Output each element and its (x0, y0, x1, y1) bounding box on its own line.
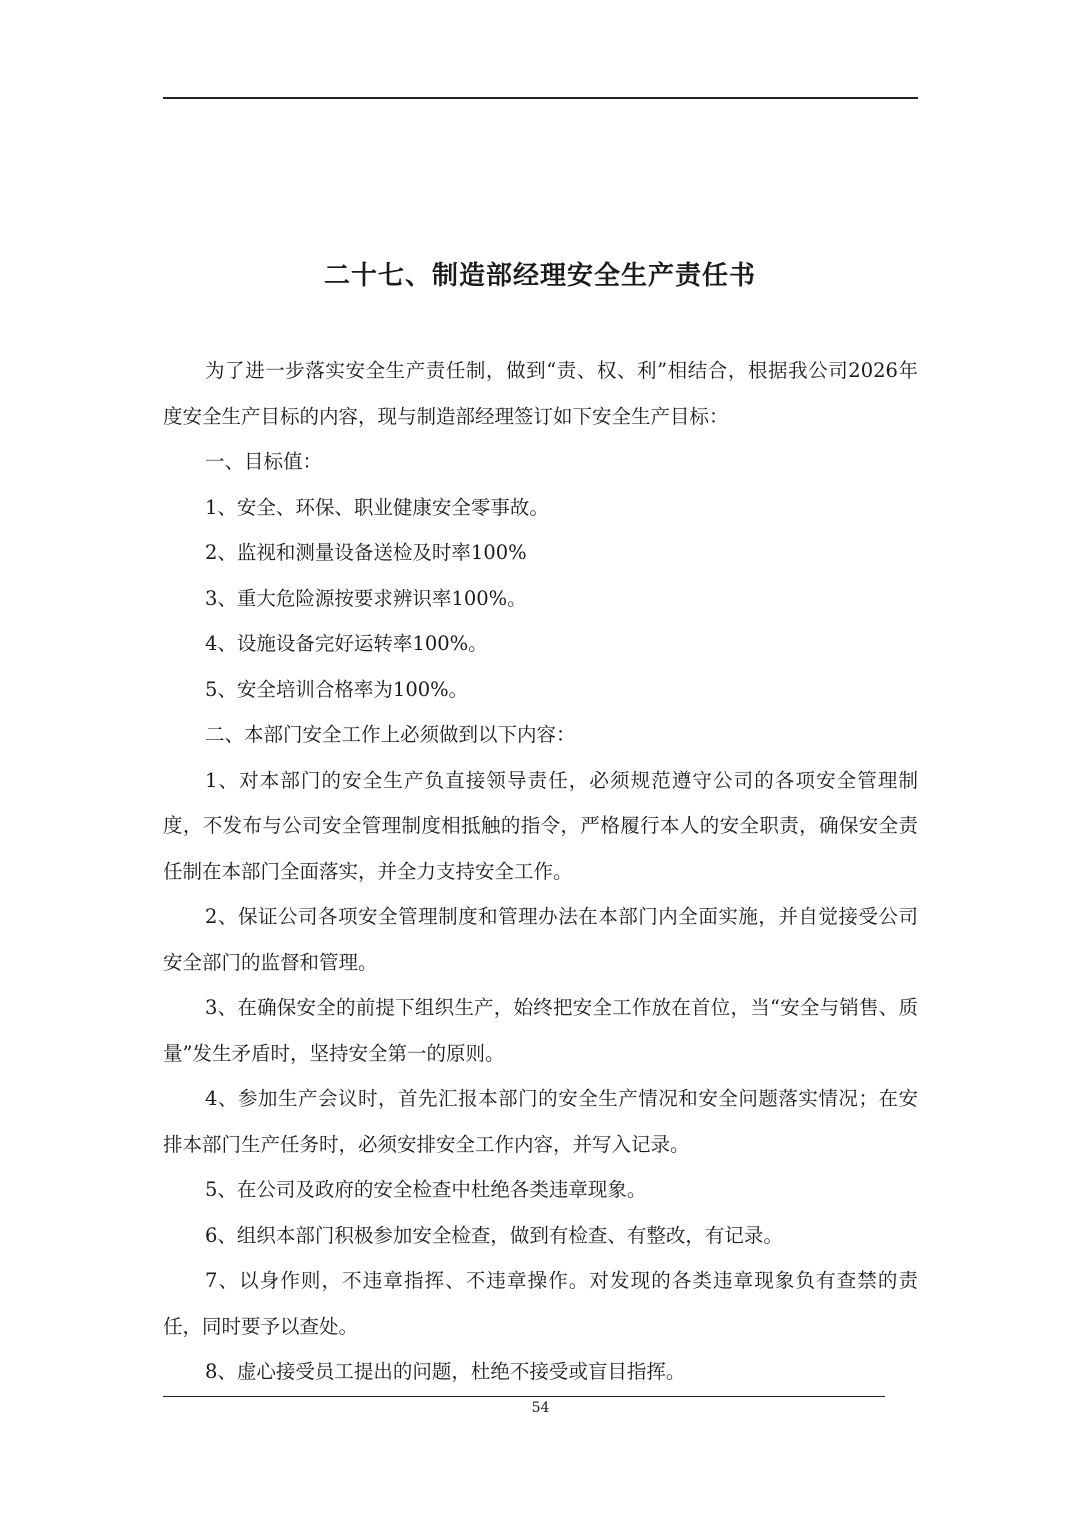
target-item: 2、监视和测量设备送检及时率100% (205, 541, 527, 564)
document-title: 二十七、制造部经理安全生产责任书 (323, 261, 756, 291)
duty-item: 1、对本部门的安全生产负直接领导责任，必须规范遵守公司的各项安全管理制度，不发布与公司安全管理制度相抵触的指令，严格履行本人的安全职责，确保安全责任制在本部门全面落实，并全力支持安全工作。 (163, 768, 918, 883)
intro-paragraph: 为了进一步落实安全生产责任制，做到“责、权、利”相结合，根据我公司2026年度安全生产目标的内容，现与制造部经理签订如下安全生产目标： (163, 359, 918, 428)
section-heading-targets: 一、目标值： (205, 450, 323, 473)
target-item: 3、重大危险源按要求辨识率100%。 (205, 586, 527, 610)
duty-item: 3、在确保安全的前提下组织生产，始终把安全工作放在首位，当“安全与销售、质量”发生矛盾时，坚持安全第一的原则。 (163, 996, 918, 1065)
duty-item: 7、以身作则，不违章指挥、不违章操作。对发现的各类违章现象负有查禁的责任，同时要予以查处。 (163, 1269, 918, 1338)
section-heading-duties: 二、本部门安全工作上必须做到以下内容： (205, 723, 576, 746)
header-rule (163, 97, 918, 99)
target-item: 1、安全、环保、职业健康安全零事故。 (205, 495, 549, 519)
duty-item: 8、虚心接受员工提出的问题，杜绝不接受或盲目指挥。 (205, 1360, 686, 1383)
duty-item: 5、在公司及政府的安全检查中杜绝各类违章现象。 (205, 1178, 647, 1201)
duty-item: 2、保证公司各项安全管理制度和管理办法在本部门内全面实施，并自觉接受公司安全部门的监督和管理。 (163, 905, 918, 974)
target-item: 4、设施设备完好运转率100%。 (205, 632, 488, 655)
page-number: 54 (531, 1400, 550, 1416)
footer-rule (163, 1396, 885, 1397)
target-item: 5、安全培训合格率为100%。 (205, 677, 469, 701)
document-body (163, 348, 918, 1395)
duty-item: 4、参加生产会议时，首先汇报本部门的安全生产情况和安全问题落实情况；在安排本部门生产任务时，必须安排安全工作内容，并写入记录。 (163, 1087, 918, 1156)
duty-item: 6、组织本部门积极参加安全检查，做到有检查、有整改，有记录。 (205, 1223, 783, 1247)
